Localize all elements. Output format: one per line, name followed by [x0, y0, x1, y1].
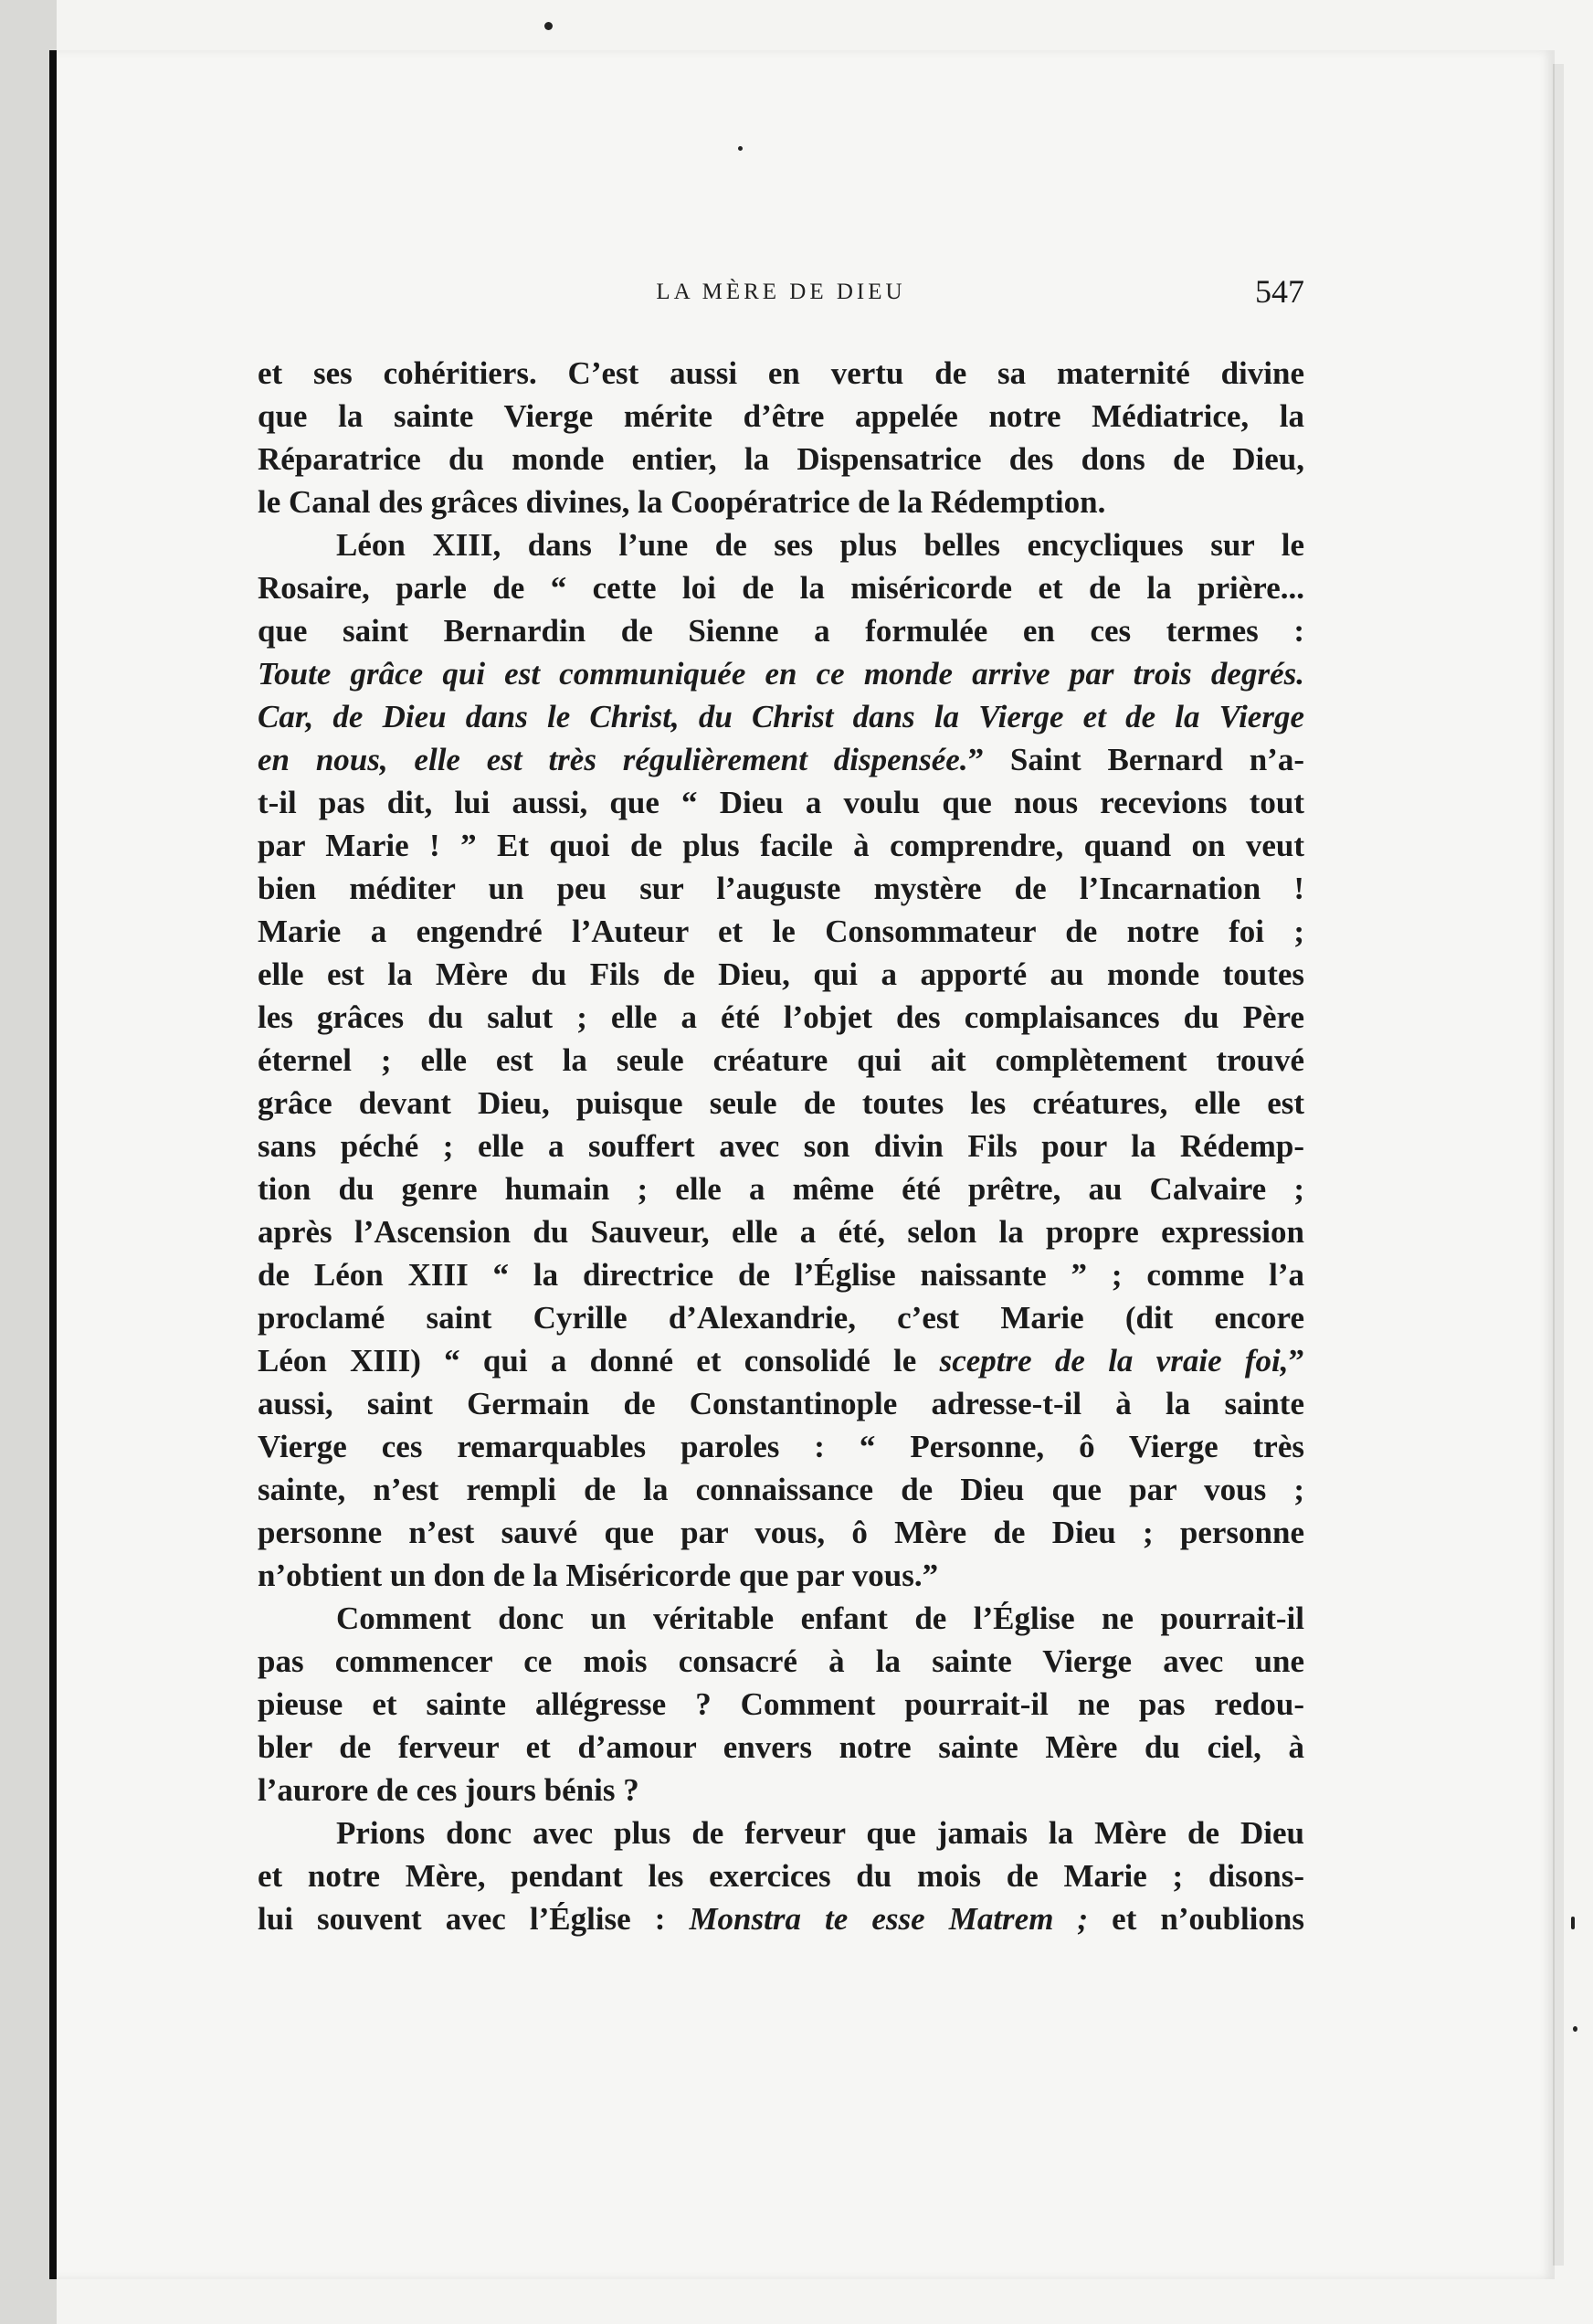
text-line: n’obtient un don de la Miséricorde que par vous.”: [258, 1558, 939, 1593]
italic-text: Monstra te esse Matrem ;: [689, 1901, 1089, 1937]
text-line: tion du genre humain ; elle a même été prêtre, au Calvaire ;: [258, 1171, 1304, 1207]
text-line: Marie a engendré l’Auteur et le Consommateur de notre foi ;: [258, 914, 1304, 949]
text-line: bler de ferveur et d’amour envers notre sainte Mère du ciel, à: [258, 1729, 1304, 1765]
page-right-edge: [1553, 64, 1564, 2266]
text-segment: Léon XIII) “ qui a donné et consolidé le: [258, 1343, 940, 1379]
text-line: le Canal des grâces divines, la Coopératrice de la Rédemption.: [258, 484, 1106, 520]
body-text: [258, 352, 1304, 1940]
text-line: par Marie ! ” Et quoi de plus facile à comprendre, quand on veut: [258, 828, 1304, 863]
running-title: LA MÈRE DE DIEU: [656, 280, 906, 304]
text-segment: ”: [1288, 1343, 1304, 1379]
text-line: Rosaire, parle de “ cette loi de la miséricorde et de la prière...: [258, 570, 1304, 606]
scan-speck: [1573, 2026, 1577, 2032]
text-line: et notre Mère, pendant les exercices du mois de Marie ; disons-: [258, 1858, 1304, 1894]
italic-text: Car, de Dieu dans le Christ, du Christ dans la Vierge et de la Vierge: [258, 699, 1304, 734]
text-line: Vierge ces remarquables paroles : “ Personne, ô Vierge très: [258, 1429, 1304, 1464]
text-line: [258, 695, 1304, 738]
text-line: l’aurore de ces jours bénis ?: [258, 1772, 639, 1808]
scan-speck: [544, 22, 553, 30]
text-segment: lui souvent avec l’Église :: [258, 1901, 690, 1937]
text-line: Prions donc avec plus de ferveur que jamais la Mère de Dieu: [336, 1815, 1304, 1851]
running-head: [258, 272, 1304, 318]
italic-text: sceptre de la vraie foi,: [939, 1343, 1289, 1379]
text-line: et ses cohéritiers. C’est aussi en vertu de sa maternité divine: [258, 355, 1304, 391]
text-line: pieuse et sainte allégresse ? Comment pourrait-il ne pas redou-: [258, 1686, 1304, 1722]
text-line: sainte, n’est rempli de la connaissance de Dieu que par vous ;: [258, 1472, 1304, 1507]
text-line: éternel ; elle est la seule créature qui ait complètement trouvé: [258, 1042, 1304, 1078]
text-line: sans péché ; elle a souffert avec son divin Fils pour la Rédemp-: [258, 1128, 1304, 1164]
text-line: après l’Ascension du Sauveur, elle a été, selon la propre expression: [258, 1214, 1304, 1250]
text-line: que la sainte Vierge mérite d’être appelée notre Médiatrice, la: [258, 398, 1304, 434]
text-line: aussi, saint Germain de Constantinople adresse-t-il à la sainte: [258, 1386, 1304, 1421]
scan-speck: [1571, 1917, 1575, 1929]
text-line: Léon XIII, dans l’une de ses plus belles encycliques sur le: [336, 527, 1304, 563]
text-segment: ” Saint Bernard n’a-: [967, 742, 1304, 777]
italic-text: Toute grâce qui est communiquée en ce monde arrive par trois degrés.: [258, 656, 1304, 692]
scan-speck: [738, 146, 743, 151]
text-line: pas commencer ce mois consacré à la sainte Vierge avec une: [258, 1643, 1304, 1679]
text-line: Comment donc un véritable enfant de l’Église ne pourrait-il: [336, 1600, 1304, 1636]
book-gutter: [0, 0, 57, 2324]
text-line: de Léon XIII “ la directrice de l’Église naissante ” ; comme l’a: [258, 1257, 1304, 1293]
text-line: proclamé saint Cyrille d’Alexandrie, c’est Marie (dit encore: [258, 1300, 1304, 1336]
text-line: personne n’est sauvé que par vous, ô Mère de Dieu ; personne: [258, 1515, 1304, 1550]
text-line: que saint Bernardin de Sienne a formulée en ces termes :: [258, 613, 1304, 649]
text-line: Réparatrice du monde entier, la Dispensatrice des dons de Dieu,: [258, 441, 1304, 477]
page-number: 547: [1255, 273, 1304, 310]
text-line: bien méditer un peu sur l’auguste mystère de l’Incarnation !: [258, 871, 1304, 906]
italic-text: en nous, elle est très régulièrement dispensée.: [258, 742, 968, 777]
text-line: [258, 1339, 1304, 1382]
text-line: [258, 1897, 1304, 1940]
text-line: [258, 738, 1304, 781]
text-line: elle est la Mère du Fils de Dieu, qui a apporté au monde toutes: [258, 956, 1304, 992]
text-line: les grâces du salut ; elle a été l’objet des complaisances du Père: [258, 999, 1304, 1035]
text-line: [258, 652, 1304, 695]
text-line: t-il pas dit, lui aussi, que “ Dieu a voulu que nous recevions tout: [258, 785, 1304, 820]
text-line: grâce devant Dieu, puisque seule de toutes les créatures, elle est: [258, 1085, 1304, 1121]
text-segment: et n’oublions: [1088, 1901, 1304, 1937]
